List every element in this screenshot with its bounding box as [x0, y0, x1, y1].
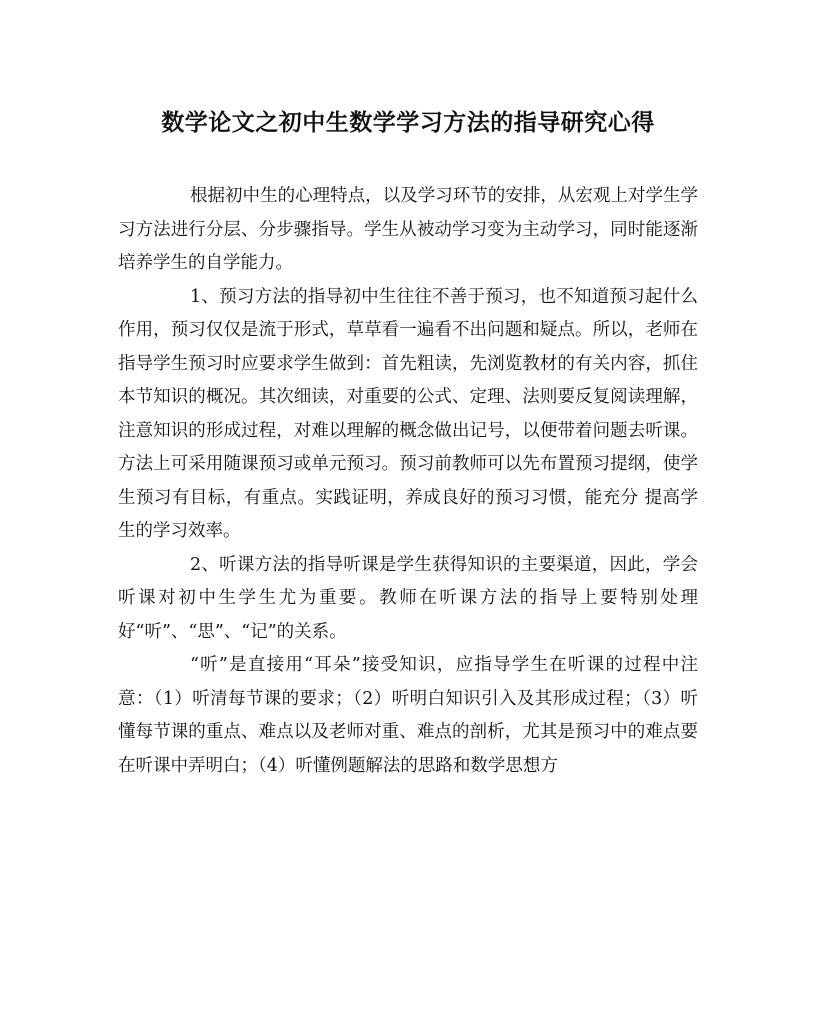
- paragraph-intro: 根据初中生的心理特点，以及学习环节的安排，从宏观上对学生学习方法进行分层、分步骤指导。学生从被动学习变为主动学习，同时能逐渐培养学生的自学能力。: [118, 186, 698, 273]
- paragraph-listening-method: 2、听课方法的指导听课是学生获得知识的主要渠道，因此，学会听课对初中生学生尤为重要。教师在听课方法的指导上要特别处理好“听”、“思”、“记”的关系。: [118, 554, 698, 642]
- paragraph-preview-method: 1、预习方法的指导初中生往往不善于预习，也不知道预习起什么作用，预习仅仅是流于形式，草草看一遍看不出问题和疑点。所以，老师在指导学生预习时应要求学生做到：首先粗读，先浏览教材的有关内容，抓住本节知识的概况。其次细读，对重要的公式、定理、法则要反复阅读理解，注意知识的形成过程，对难以理解的概念做出记号，以便带着问题去听课。方法上可采用随课预习或单元预习。预习前教师可以先布置预习提纲，使学生预习有目标，有重点。实践证明，养成良好的预习习惯，能充分 提高学生的学习效率。: [118, 286, 698, 541]
- document-title: 数学论文之初中生数学学习方法的指导研究心得: [161, 109, 655, 136]
- paragraph-listen-detail: “听”是直接用“耳朵”接受知识，应指导学生在听课的过程中注意：（1）听清每节课的要求；（2）听明白知识引入及其形成过程；（3）听懂每节课的重点、难点以及老师对重、难点的剖析，尤其是预习中的难点要在听课中弄明白；（4）听懂例题解法的思路和数学思想方: [118, 655, 698, 776]
- document-body: [118, 180, 698, 783]
